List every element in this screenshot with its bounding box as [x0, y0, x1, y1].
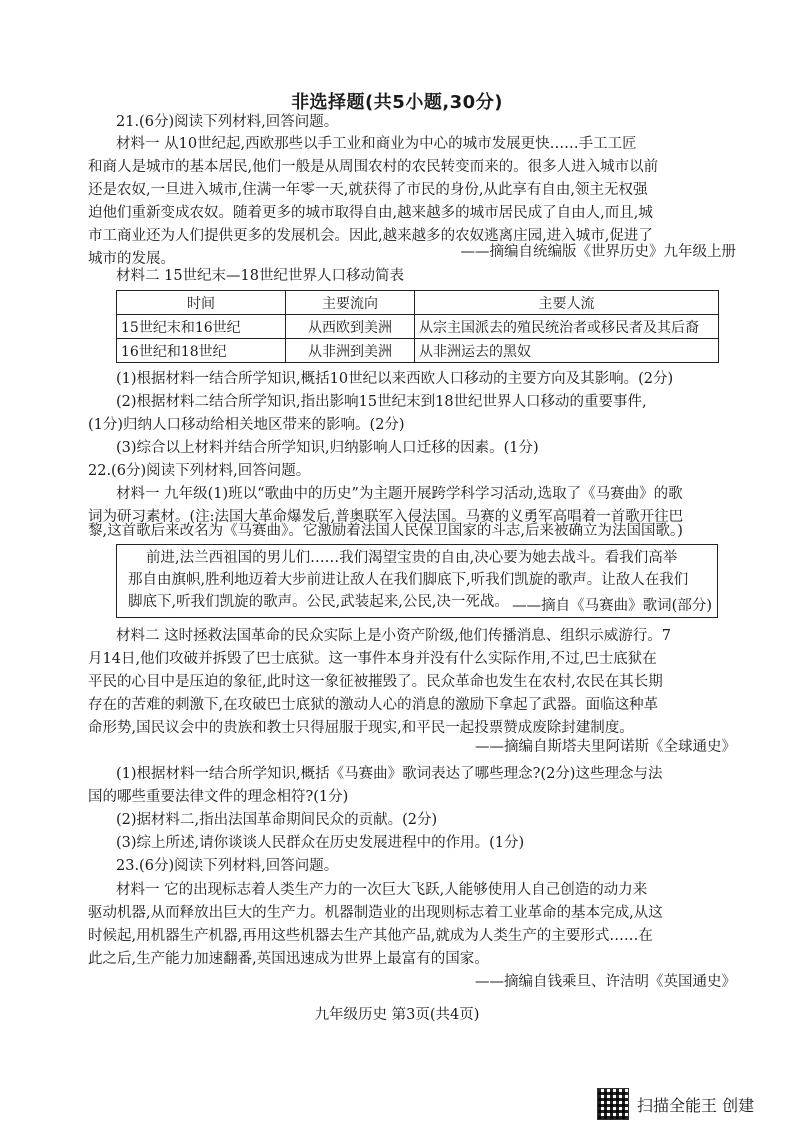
q23-material1-line: 驱动机器,从而释放出巨大的生产力。机器制造业的出现则标志着工业革命的基本完成,从这: [88, 905, 663, 921]
q23-heading: 23.(6分)阅读下列材料,回答问题。: [116, 858, 339, 874]
table-cell: 16世纪和18世纪: [117, 339, 286, 363]
q22-subquestion: (3)综上所述,请你谈谈人民群众在历史发展进程中的作用。(1分): [116, 835, 525, 851]
q22-material2-line: 平民的心目中是压迫的象征,此时这一象征被摧毁了。民众革命也发生在农村,农民在其长期: [88, 674, 663, 690]
q23-material1-source: ——摘编自钱乘旦、许洁明《英国通史》: [475, 974, 736, 990]
q21-subquestion: (2)根据材料二结合所学知识,指出影响15世纪末到18世纪世界人口移动的重要事件,: [116, 394, 647, 410]
q22-subquestion: (1)根据材料一结合所学知识,概括《马赛曲》歌词表达了哪些理念?(2分)这些理念与法: [116, 766, 663, 782]
q22-material1-line: 材料一 九年级(1)班以“歌曲中的历史”为主题开展跨学科学习活动,选取了《马赛曲》的歌: [116, 486, 683, 502]
q21-material1-line: 材料一 从10世纪起,西欧那些以手工业和商业为中心的城市发展更快……手工工匠: [116, 136, 637, 152]
q21-material2-heading: 材料二 15世纪末—18世纪世界人口移动简表: [116, 268, 405, 284]
lyrics-line: 那自由旗帜,胜利地迈着大步前进让敌人在我们脚底下,听我们凯旋的歌声。让敌人在我们: [128, 572, 689, 588]
q22-material1-line: 词为研习素材。(注:法国大革命爆发后,普奥联军入侵法国。马赛的义勇军高唱着一首歌开往巴: [88, 509, 684, 525]
q23-material1-line: 材料一 它的出现标志着人类生产力的一次巨大飞跃,人能够使用人自己创造的动力来: [116, 882, 648, 898]
lyrics-line: 脚底下,听我们凯旋的歌声。公民,武装起来,公民,决一死战。: [128, 594, 509, 610]
q21-material1-line: 城市的发展。: [88, 251, 175, 267]
table-row: [117, 315, 719, 339]
section-title: 非选择题(共5小题,30分): [291, 92, 503, 113]
table-header-cell: 主要人流: [415, 291, 719, 315]
page-footer: 九年级历史 第3页(共4页): [314, 1007, 480, 1023]
table-header-cell: 主要流向: [286, 291, 415, 315]
table-cell: 从宗主国派去的殖民统治者或移民者及其后裔: [415, 315, 719, 339]
q22-material2-line: 命形势,国民议会中的贵族和教士只得屈服于现实,和平民一起投票赞成废除封建制度。: [88, 720, 634, 736]
qr-code-icon: [597, 1088, 629, 1120]
q21-subquestion: (1)根据材料一结合所学知识,概括10世纪以来西欧人口移动的主要方向及其影响。(2分): [116, 371, 674, 387]
q21-material1-line: 迫他们重新变成农奴。随着更多的城市取得自由,越来越多的城市居民成了自由人,而且,城: [88, 205, 653, 221]
q22-subquestion: (2)据材料二,指出法国革命期间民众的贡献。(2分): [116, 812, 438, 828]
table-cell: 从非洲到美洲: [286, 339, 415, 363]
scanner-watermark: [597, 1088, 754, 1120]
table-header-cell: 时间: [117, 291, 286, 315]
q21-material1-line: 市工商业还为人们提供更多的发展机会。因此,越来越多的农奴逃离庄园,进入城市,促进了: [88, 228, 653, 244]
q22-subquestion: 国的哪些重要法律文件的理念相符?(1分): [88, 789, 349, 805]
q21-heading: 21.(6分)阅读下列材料,回答问题。: [116, 114, 339, 130]
q21-subquestion: (3)综合以上材料并结合所学知识,归纳影响人口迁移的因素。(1分): [116, 440, 539, 456]
lyrics-source: ——摘自《马赛曲》歌词(部分): [512, 598, 712, 614]
table-cell: 从非洲运去的黑奴: [415, 339, 719, 363]
q22-heading: 22.(6分)阅读下列材料,回答问题。: [88, 463, 311, 479]
q22-material2-line: 月14日,他们攻破并拆毁了巴士底狱。这一事件本身并没有什么实际作用,不过,巴士底狱在: [88, 651, 657, 667]
q22-material1-line: 黎,这首歌后来改名为《马赛曲》。它激励着法国人民保卫国家的斗志,后来被确立为法国国歌。): [88, 523, 683, 539]
population-migration-table: [116, 290, 719, 363]
q21-material1-line: 还是农奴,一旦进入城市,住满一年零一天,就获得了市民的身份,从此享有自由,领主无权强: [88, 182, 648, 198]
q23-material1-line: 此之后,生产能力加速翻番,英国迅速成为世界上最富有的国家。: [88, 951, 489, 967]
q22-material2-line: 存在的苦难的刺激下,在攻破巴士底狱的激动人心的消息的激励下拿起了武器。面临这种革: [88, 697, 659, 713]
q21-material1-source: ——摘编自统编版《世界历史》九年级上册: [460, 244, 736, 260]
q23-material1-line: 时候起,用机器生产机器,再用这些机器去生产其他产品,就成为人类生产的主要形式……在: [88, 928, 653, 944]
q22-material2-line: 材料二 这时拯救法国革命的民众实际上是小资产阶级,他们传播消息、组织示威游行。7: [116, 628, 671, 644]
q21-subquestion: (1分)归纳人口移动给相关地区带来的影响。(2分): [88, 417, 405, 433]
table-cell: 15世纪末和16世纪: [117, 315, 286, 339]
table-cell: 从西欧到美洲: [286, 315, 415, 339]
table-header-row: [117, 291, 719, 315]
q22-material2-source: ——摘编自斯塔夫里阿诺斯《全球通史》: [475, 739, 736, 755]
table-row: [117, 339, 719, 363]
q21-material1-line: 和商人是城市的基本居民,他们一般是从周围农村的农民转变而来的。很多人进入城市以前: [88, 159, 659, 175]
lyrics-line: 前进,法兰西祖国的男儿们……我们渴望宝贵的自由,决心要为她去战斗。看我们高举: [146, 550, 678, 566]
watermark-text: 扫描全能王 创建: [637, 1095, 755, 1115]
